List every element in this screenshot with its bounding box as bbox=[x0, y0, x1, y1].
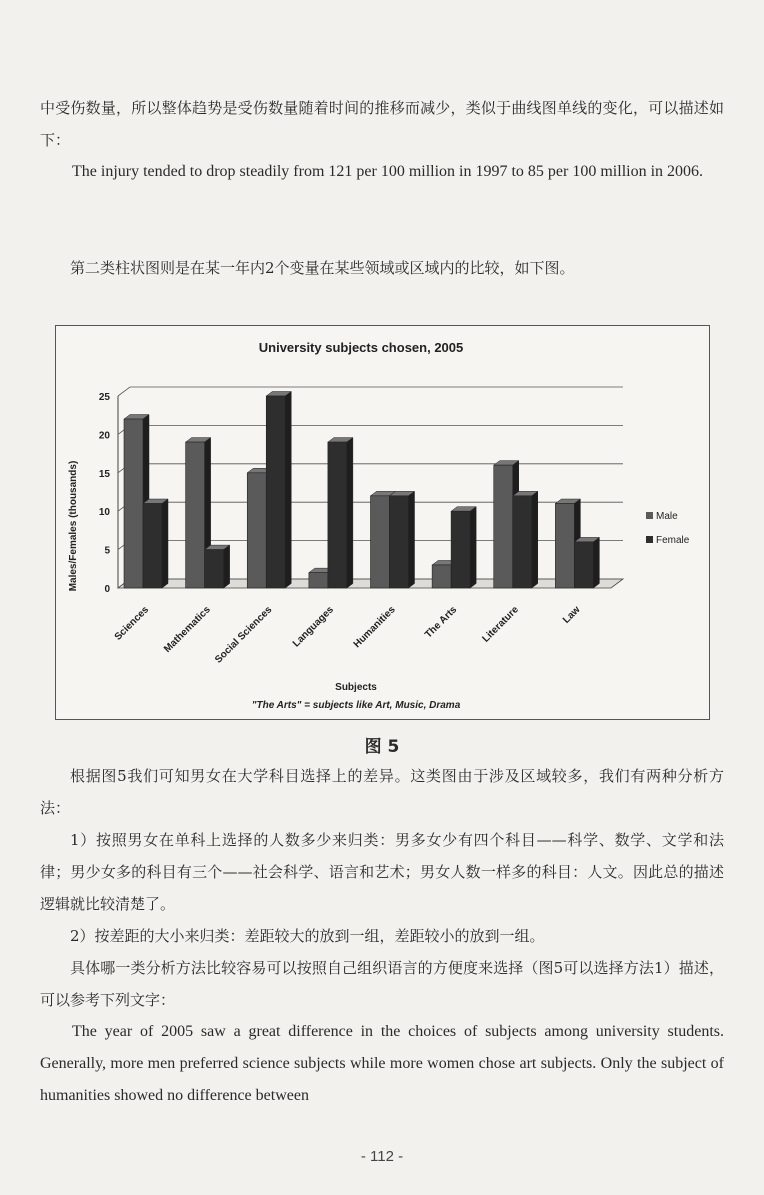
paragraph-7: 具体哪一类分析方法比较容易可以按照自己组织语言的方便度来选择（图5可以选择方法1）描述，可以参考下列文字： bbox=[40, 959, 724, 1009]
legend-label: Female bbox=[656, 535, 690, 546]
bar-female bbox=[451, 507, 476, 588]
bar-chart bbox=[56, 326, 709, 719]
bar-female bbox=[328, 438, 353, 588]
y-axis-ticks bbox=[99, 392, 111, 595]
y-tick-label: 5 bbox=[104, 545, 110, 557]
bar-female bbox=[574, 537, 599, 588]
bar-female bbox=[513, 491, 538, 588]
chart-figure bbox=[55, 325, 710, 720]
x-tick-label: Sciences bbox=[112, 604, 152, 643]
paragraph-2: The injury tended to drop steadily from 121 per 100 million in 1997 to 85 per 100 million in 2006. bbox=[72, 163, 704, 180]
bar-female bbox=[143, 499, 168, 588]
x-tick-label: Law bbox=[560, 604, 583, 626]
y-tick-label: 25 bbox=[98, 392, 110, 403]
paragraph-5: 1）按照男女在单科上选择的人数多少来归类：男多女少有四个科目——科学、数学、文学和法律；男少女多的科目有三个——社会科学、语言和艺术；男女人数一样多的科目：人文。因此总的描述逻辑就比较清楚了。 bbox=[40, 831, 724, 913]
gridline-depth bbox=[118, 387, 130, 396]
chart-title: University subjects chosen, 2005 bbox=[258, 340, 464, 355]
chart-note: "The Arts" = subjects like Art, Music, Drama bbox=[251, 700, 461, 711]
paragraph-6: 2）按差距的大小来归类：差距较大的放到一组，差距较小的放到一组。 bbox=[70, 927, 545, 945]
chart-legend bbox=[646, 511, 690, 546]
bar-female bbox=[205, 545, 230, 588]
paragraph-4: 根据图5我们可知男女在大学科目选择上的差异。这类图由于涉及区域较多，我们有两种分析方法： bbox=[40, 767, 724, 817]
bar-female bbox=[390, 491, 415, 588]
y-tick-label: 15 bbox=[98, 468, 110, 480]
bar-female bbox=[266, 392, 291, 589]
x-tick-label: The Arts bbox=[423, 604, 460, 641]
x-tick-label: Literature bbox=[480, 604, 521, 645]
x-axis-ticks bbox=[113, 604, 583, 666]
page-number: - 112 - bbox=[360, 1148, 404, 1165]
legend-label: Male bbox=[656, 511, 678, 522]
x-axis-label: Subjects bbox=[335, 682, 377, 693]
figure-caption: 图 5 bbox=[364, 737, 400, 757]
x-tick-label: Humanities bbox=[351, 604, 398, 651]
x-tick-label: Social Sciences bbox=[213, 604, 275, 666]
y-tick-label: 20 bbox=[98, 430, 110, 442]
x-tick-label: Mathematics bbox=[162, 604, 213, 655]
paragraph-8: The year of 2005 saw a great difference in the choices of subjects among university students. Generally, more men preferred science subjects while more women chose art subjects. Only the subject of humanities showed no difference between bbox=[40, 1023, 724, 1104]
paragraph-3: 第二类柱状图则是在某一年内2个变量在某些领域或区域内的比较，如下图。 bbox=[70, 259, 575, 277]
y-axis-label: Males/Females (thousands) bbox=[68, 460, 79, 592]
y-tick-label: 0 bbox=[104, 584, 110, 595]
legend-swatch bbox=[646, 536, 653, 543]
x-tick-label: Languages bbox=[290, 604, 336, 650]
legend-swatch bbox=[646, 512, 653, 519]
y-tick-label: 10 bbox=[98, 507, 110, 519]
paragraph-1: 中受伤数量，所以整体趋势是受伤数量随着时间的推移而减少，类似于曲线图单线的变化，可以描述如下： bbox=[40, 99, 724, 149]
chart-bars bbox=[124, 392, 599, 589]
